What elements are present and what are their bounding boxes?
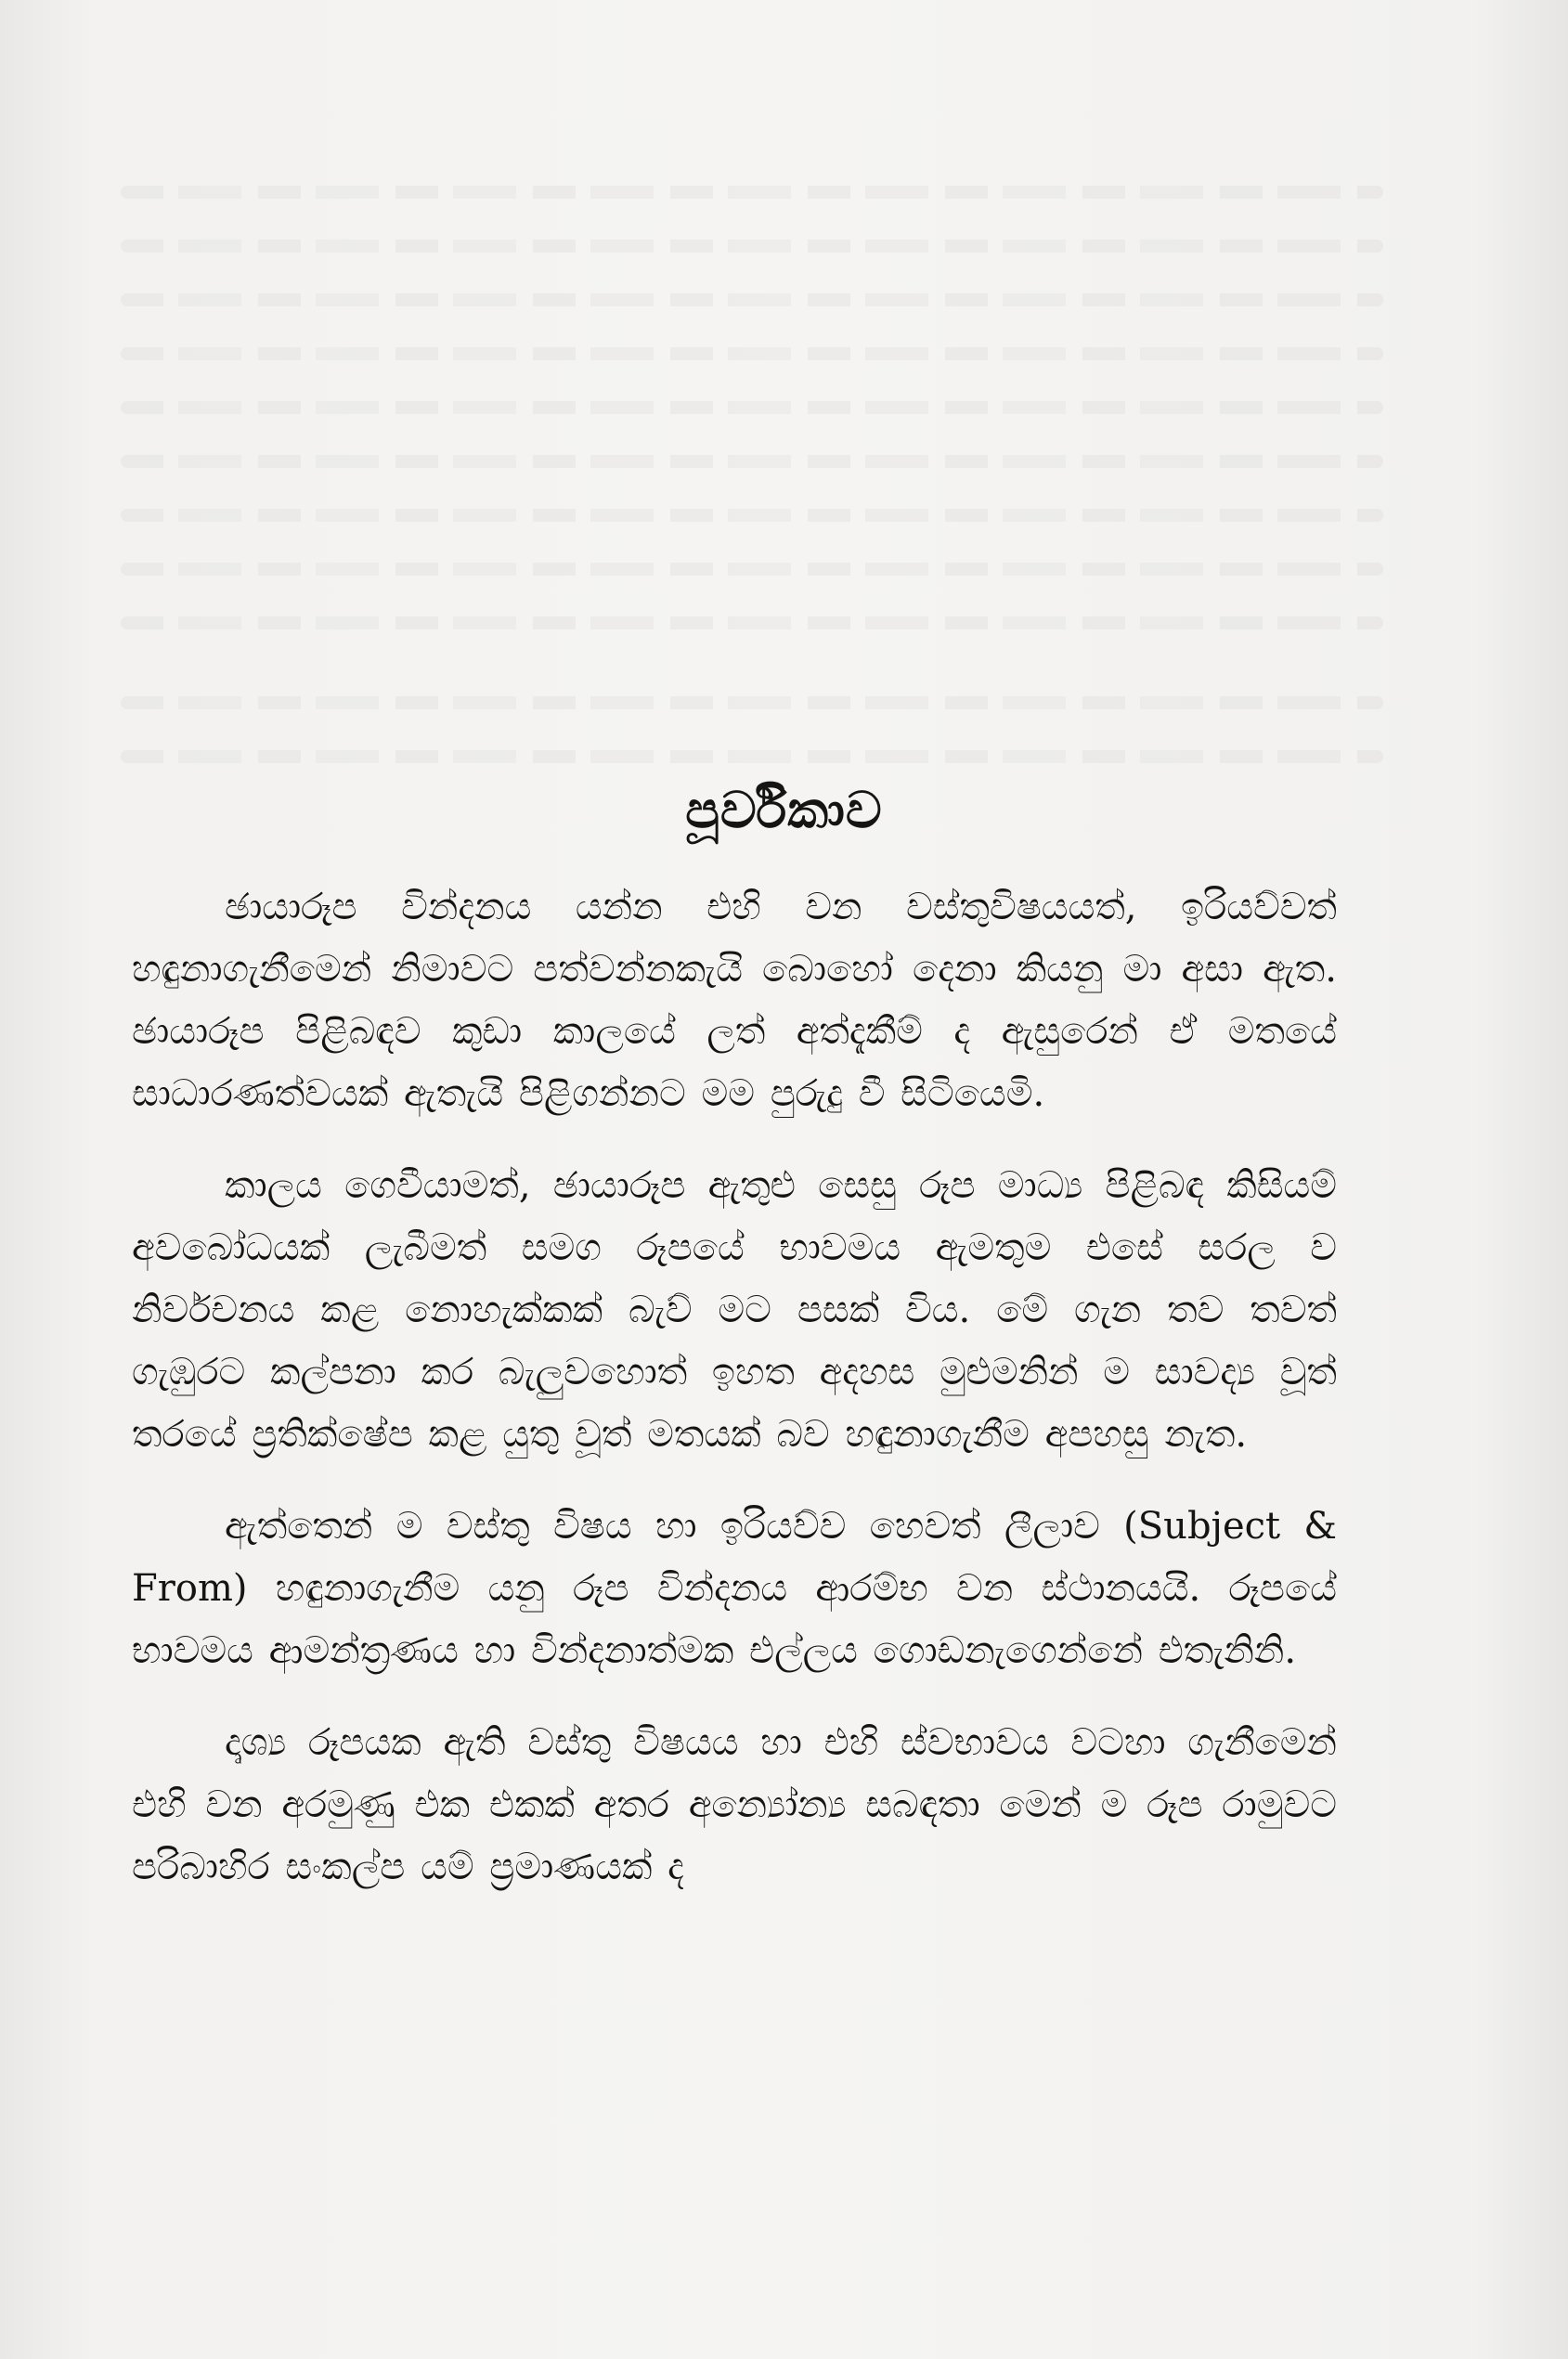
paragraph-2: කාලය ගෙවීයාමත්, ඡායාරූප ඇතුළු සෙසු රූප මාධ්‍ය පිළිබඳ කිසියම් අවබෝධයක් ලැබීමත් සමග රූපයේ භාවමය ඇමතුම එසේ සරල ව නිර්වචනය කළ නොහැක්කක් බැව් මට පසක් විය. මේ ගැන තව තවත් ගැඹුරට කල්පනා කර බැලුවහොත් ඉහත අදහස මුළුමනින් ම සාවද්‍ය වූත් තරයේ ප්‍රතික්ෂේප කළ යුතු වූත් මතයක් බව හඳුනාගැනීම අපහසු නැත. bbox=[132, 1164, 1337, 1456]
paragraph-1: ඡායාරූප වින්දනය යන්න එහි වන වස්තුවිෂයයත්, ඉරියව්වත් හඳුනාගැනීමෙන් නිමාවට පත්වන්නකැයි බොහෝ දෙනා කියනු මා අසා ඇත. ඡායාරූප පිළිබඳව කුඩා කාලයේ ලත් අත්දැකීම් ද ඇසුරෙන් ඒ මතයේ සාධාරණත්වයක් ඇතැයි පිළිගන්නට මම පුරුදු වී සිටියෙමි. bbox=[132, 886, 1337, 1115]
body-text bbox=[132, 876, 1337, 1928]
paragraph-3: ඇත්තෙන් ම වස්තු විෂය හා ඉරියව්ව හෙවත් ලීලාව (Subject & From) හඳුනාගැනීම යනු රූප වින්දනය ආරම්භ වන ස්ථානයයි. රූපයේ භාවමය ආමන්ත්‍රණය හා වින්දනාත්මක එල්ලය ගොඩනැගෙන්නේ එතැනිනි. bbox=[132, 1505, 1337, 1672]
paragraph-4: දෘශ්‍ය රූපයක ඇති වස්තු විෂයය හා එහි ස්වභාවය වටහා ගැනීමෙන් එහි වන අරමුණු එක එකක් අතර අන්‍යෝන්‍ය සබඳතා මෙන් ම රූප රාමුවට පරිබාහිර සංකල්ප යම් ප්‍රමාණයක් ද bbox=[132, 1721, 1337, 1888]
page-heading: පූර්විකාව bbox=[685, 780, 883, 839]
